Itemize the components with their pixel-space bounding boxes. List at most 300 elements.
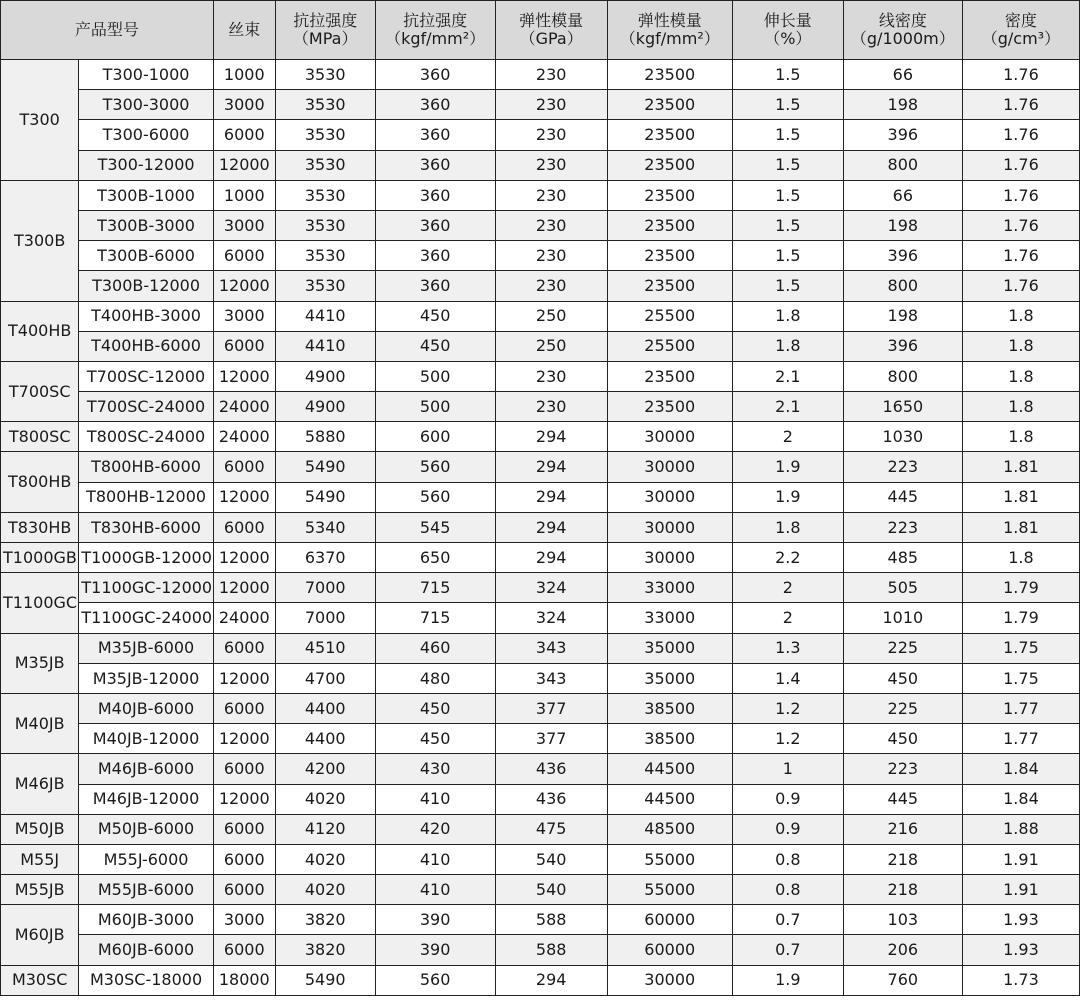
cell-tensile-mpa: 5490 xyxy=(275,452,375,482)
cell-density: 1.88 xyxy=(962,814,1079,844)
cell-tensile-mpa: 5340 xyxy=(275,512,375,542)
cell-density: 1.81 xyxy=(962,482,1079,512)
cell-tow: 6000 xyxy=(213,693,275,723)
cell-linear-density: 800 xyxy=(843,361,962,391)
cell-elongation: 0.7 xyxy=(732,935,843,965)
cell-tensile-kgf: 560 xyxy=(375,482,495,512)
cell-tow: 6000 xyxy=(213,452,275,482)
cell-tensile-kgf: 715 xyxy=(375,603,495,633)
cell-tensile-mpa: 3530 xyxy=(275,241,375,271)
cell-series: M55J xyxy=(1,844,79,874)
cell-modulus-kgf: 25500 xyxy=(607,301,732,331)
cell-tensile-mpa: 4400 xyxy=(275,724,375,754)
cell-density: 1.73 xyxy=(962,965,1079,995)
cell-density: 1.75 xyxy=(962,663,1079,693)
cell-modulus-kgf: 60000 xyxy=(607,935,732,965)
header-tensile-mpa: 抗拉强度 （MPa） xyxy=(275,1,375,60)
cell-tensile-kgf: 420 xyxy=(375,814,495,844)
cell-series: T800SC xyxy=(1,422,79,452)
cell-density: 1.84 xyxy=(962,754,1079,784)
cell-tow: 12000 xyxy=(213,150,275,180)
cell-modulus-gpa: 377 xyxy=(495,724,607,754)
cell-modulus-kgf: 23500 xyxy=(607,60,732,90)
cell-modulus-gpa: 230 xyxy=(495,180,607,210)
cell-tow: 18000 xyxy=(213,965,275,995)
cell-tensile-kgf: 360 xyxy=(375,60,495,90)
cell-density: 1.8 xyxy=(962,392,1079,422)
cell-modulus-gpa: 343 xyxy=(495,633,607,663)
cell-tensile-mpa: 4900 xyxy=(275,392,375,422)
cell-modulus-gpa: 230 xyxy=(495,271,607,301)
cell-modulus-kgf: 35000 xyxy=(607,663,732,693)
cell-modulus-gpa: 436 xyxy=(495,754,607,784)
cell-tensile-mpa: 4900 xyxy=(275,361,375,391)
cell-density: 1.8 xyxy=(962,361,1079,391)
cell-tow: 6000 xyxy=(213,241,275,271)
cell-modulus-kgf: 44500 xyxy=(607,784,732,814)
cell-series: T1100GC xyxy=(1,573,79,633)
cell-tow: 24000 xyxy=(213,422,275,452)
cell-tow: 3000 xyxy=(213,905,275,935)
cell-tensile-kgf: 360 xyxy=(375,210,495,240)
cell-modulus-gpa: 230 xyxy=(495,210,607,240)
cell-density: 1.76 xyxy=(962,241,1079,271)
cell-density: 1.81 xyxy=(962,512,1079,542)
cell-linear-density: 396 xyxy=(843,331,962,361)
cell-modulus-kgf: 23500 xyxy=(607,392,732,422)
table-row xyxy=(1,392,1080,422)
cell-density: 1.79 xyxy=(962,603,1079,633)
cell-modulus-gpa: 230 xyxy=(495,120,607,150)
cell-density: 1.8 xyxy=(962,543,1079,573)
cell-elongation: 2.2 xyxy=(732,543,843,573)
cell-model: M30SC-18000 xyxy=(79,965,213,995)
table-row xyxy=(1,844,1080,874)
cell-series: M40JB xyxy=(1,693,79,753)
cell-linear-density: 225 xyxy=(843,693,962,723)
cell-model: M46JB-6000 xyxy=(79,754,213,784)
cell-density: 1.77 xyxy=(962,693,1079,723)
cell-tow: 12000 xyxy=(213,663,275,693)
cell-elongation: 2 xyxy=(732,422,843,452)
cell-modulus-kgf: 55000 xyxy=(607,844,732,874)
cell-tensile-mpa: 3530 xyxy=(275,180,375,210)
cell-elongation: 2 xyxy=(732,603,843,633)
table-row xyxy=(1,965,1080,995)
cell-tensile-mpa: 5490 xyxy=(275,965,375,995)
cell-modulus-kgf: 35000 xyxy=(607,633,732,663)
cell-linear-density: 760 xyxy=(843,965,962,995)
cell-model: M35JB-6000 xyxy=(79,633,213,663)
cell-density: 1.76 xyxy=(962,180,1079,210)
cell-modulus-kgf: 33000 xyxy=(607,573,732,603)
cell-tensile-kgf: 480 xyxy=(375,663,495,693)
table-row xyxy=(1,422,1080,452)
cell-series: M46JB xyxy=(1,754,79,814)
cell-series: M50JB xyxy=(1,814,79,844)
cell-elongation: 2.1 xyxy=(732,392,843,422)
cell-elongation: 1 xyxy=(732,754,843,784)
cell-density: 1.81 xyxy=(962,452,1079,482)
cell-tensile-kgf: 450 xyxy=(375,301,495,331)
table-row xyxy=(1,90,1080,120)
cell-linear-density: 103 xyxy=(843,905,962,935)
cell-density: 1.76 xyxy=(962,90,1079,120)
cell-modulus-gpa: 294 xyxy=(495,543,607,573)
cell-tensile-kgf: 390 xyxy=(375,905,495,935)
cell-tow: 12000 xyxy=(213,724,275,754)
cell-linear-density: 800 xyxy=(843,150,962,180)
cell-series: T800HB xyxy=(1,452,79,512)
cell-model: T1100GC-12000 xyxy=(79,573,213,603)
cell-tensile-mpa: 7000 xyxy=(275,603,375,633)
cell-density: 1.93 xyxy=(962,905,1079,935)
cell-modulus-gpa: 230 xyxy=(495,361,607,391)
cell-tow: 6000 xyxy=(213,120,275,150)
cell-model: T300B-3000 xyxy=(79,210,213,240)
cell-series: M30SC xyxy=(1,965,79,995)
cell-series: T300B xyxy=(1,180,79,301)
cell-modulus-gpa: 343 xyxy=(495,663,607,693)
cell-modulus-kgf: 30000 xyxy=(607,452,732,482)
cell-tow: 24000 xyxy=(213,603,275,633)
cell-linear-density: 1650 xyxy=(843,392,962,422)
cell-elongation: 0.8 xyxy=(732,844,843,874)
header-model: 产品型号 xyxy=(1,1,214,60)
cell-elongation: 1.9 xyxy=(732,482,843,512)
cell-series: T300 xyxy=(1,60,79,181)
cell-model: T1000GB-12000 xyxy=(79,543,213,573)
cell-elongation: 1.9 xyxy=(732,965,843,995)
table-row xyxy=(1,573,1080,603)
cell-tensile-mpa: 3530 xyxy=(275,120,375,150)
table-row xyxy=(1,271,1080,301)
cell-linear-density: 218 xyxy=(843,875,962,905)
cell-modulus-kgf: 44500 xyxy=(607,754,732,784)
cell-tensile-mpa: 4120 xyxy=(275,814,375,844)
cell-elongation: 1.5 xyxy=(732,210,843,240)
cell-tow: 12000 xyxy=(213,361,275,391)
cell-density: 1.76 xyxy=(962,210,1079,240)
cell-tensile-kgf: 450 xyxy=(375,693,495,723)
cell-elongation: 1.5 xyxy=(732,180,843,210)
cell-tensile-mpa: 4510 xyxy=(275,633,375,663)
header-elongation: 伸长量 （%） xyxy=(732,1,843,60)
cell-series: M55JB xyxy=(1,875,79,905)
cell-modulus-kgf: 48500 xyxy=(607,814,732,844)
cell-elongation: 1.5 xyxy=(732,271,843,301)
cell-tensile-mpa: 4410 xyxy=(275,301,375,331)
table-header xyxy=(1,1,1080,60)
header-modulus-gpa: 弹性模量 （GPa） xyxy=(495,1,607,60)
table-row xyxy=(1,210,1080,240)
cell-tensile-kgf: 460 xyxy=(375,633,495,663)
cell-tensile-mpa: 6370 xyxy=(275,543,375,573)
cell-density: 1.93 xyxy=(962,935,1079,965)
cell-tensile-mpa: 4200 xyxy=(275,754,375,784)
cell-tensile-kgf: 360 xyxy=(375,271,495,301)
cell-linear-density: 216 xyxy=(843,814,962,844)
cell-density: 1.77 xyxy=(962,724,1079,754)
table-row xyxy=(1,814,1080,844)
cell-linear-density: 206 xyxy=(843,935,962,965)
cell-tensile-mpa: 4400 xyxy=(275,693,375,723)
cell-tow: 12000 xyxy=(213,784,275,814)
cell-linear-density: 66 xyxy=(843,180,962,210)
cell-tensile-mpa: 4020 xyxy=(275,784,375,814)
cell-series: M60JB xyxy=(1,905,79,965)
cell-model: M46JB-12000 xyxy=(79,784,213,814)
cell-model: T700SC-12000 xyxy=(79,361,213,391)
cell-density: 1.91 xyxy=(962,844,1079,874)
cell-density: 1.75 xyxy=(962,633,1079,663)
table-row xyxy=(1,452,1080,482)
cell-tensile-mpa: 7000 xyxy=(275,573,375,603)
cell-tensile-mpa: 3530 xyxy=(275,271,375,301)
cell-modulus-kgf: 30000 xyxy=(607,482,732,512)
cell-modulus-gpa: 436 xyxy=(495,784,607,814)
cell-linear-density: 396 xyxy=(843,241,962,271)
cell-linear-density: 505 xyxy=(843,573,962,603)
table-row xyxy=(1,512,1080,542)
cell-linear-density: 1010 xyxy=(843,603,962,633)
table-row xyxy=(1,150,1080,180)
cell-linear-density: 66 xyxy=(843,60,962,90)
table-row xyxy=(1,754,1080,784)
cell-modulus-gpa: 475 xyxy=(495,814,607,844)
cell-modulus-gpa: 588 xyxy=(495,935,607,965)
cell-tensile-mpa: 3530 xyxy=(275,60,375,90)
cell-tow: 6000 xyxy=(213,814,275,844)
cell-model: T400HB-6000 xyxy=(79,331,213,361)
cell-modulus-gpa: 250 xyxy=(495,331,607,361)
cell-model: T830HB-6000 xyxy=(79,512,213,542)
cell-modulus-kgf: 23500 xyxy=(607,120,732,150)
cell-tensile-kgf: 410 xyxy=(375,784,495,814)
cell-modulus-gpa: 294 xyxy=(495,452,607,482)
cell-modulus-kgf: 38500 xyxy=(607,693,732,723)
cell-elongation: 1.9 xyxy=(732,452,843,482)
cell-linear-density: 485 xyxy=(843,543,962,573)
cell-modulus-kgf: 30000 xyxy=(607,422,732,452)
cell-tensile-kgf: 715 xyxy=(375,573,495,603)
cell-elongation: 2 xyxy=(732,573,843,603)
table-body xyxy=(1,60,1080,996)
cell-tensile-kgf: 360 xyxy=(375,90,495,120)
cell-modulus-gpa: 540 xyxy=(495,844,607,874)
cell-modulus-kgf: 23500 xyxy=(607,241,732,271)
cell-linear-density: 223 xyxy=(843,754,962,784)
table-row xyxy=(1,724,1080,754)
cell-tow: 12000 xyxy=(213,573,275,603)
cell-model: T300B-6000 xyxy=(79,241,213,271)
cell-elongation: 0.9 xyxy=(732,784,843,814)
table-row xyxy=(1,905,1080,935)
cell-density: 1.8 xyxy=(962,422,1079,452)
table-row xyxy=(1,935,1080,965)
cell-model: M60JB-3000 xyxy=(79,905,213,935)
cell-modulus-gpa: 230 xyxy=(495,90,607,120)
cell-modulus-kgf: 55000 xyxy=(607,875,732,905)
cell-modulus-kgf: 23500 xyxy=(607,271,732,301)
cell-modulus-gpa: 588 xyxy=(495,905,607,935)
table-row xyxy=(1,482,1080,512)
header-linear-density: 线密度 （g/1000m） xyxy=(843,1,962,60)
cell-tensile-mpa: 3820 xyxy=(275,905,375,935)
cell-modulus-gpa: 294 xyxy=(495,512,607,542)
cell-tensile-mpa: 3530 xyxy=(275,90,375,120)
cell-elongation: 1.5 xyxy=(732,120,843,150)
cell-model: T800SC-24000 xyxy=(79,422,213,452)
cell-elongation: 1.5 xyxy=(732,60,843,90)
table-row xyxy=(1,241,1080,271)
cell-elongation: 0.9 xyxy=(732,814,843,844)
cell-model: T300B-12000 xyxy=(79,271,213,301)
table-row xyxy=(1,663,1080,693)
cell-modulus-gpa: 230 xyxy=(495,241,607,271)
cell-tensile-kgf: 450 xyxy=(375,724,495,754)
cell-model: M50JB-6000 xyxy=(79,814,213,844)
cell-model: M40JB-12000 xyxy=(79,724,213,754)
cell-tow: 24000 xyxy=(213,392,275,422)
cell-tow: 6000 xyxy=(213,512,275,542)
cell-elongation: 2.1 xyxy=(732,361,843,391)
cell-elongation: 1.8 xyxy=(732,301,843,331)
cell-density: 1.76 xyxy=(962,150,1079,180)
cell-tensile-mpa: 3530 xyxy=(275,210,375,240)
cell-density: 1.76 xyxy=(962,271,1079,301)
cell-series: T400HB xyxy=(1,301,79,361)
cell-series: T830HB xyxy=(1,512,79,542)
cell-tensile-mpa: 4700 xyxy=(275,663,375,693)
cell-tensile-kgf: 410 xyxy=(375,875,495,905)
cell-tow: 1000 xyxy=(213,60,275,90)
cell-modulus-kgf: 23500 xyxy=(607,150,732,180)
cell-model: T1100GC-24000 xyxy=(79,603,213,633)
cell-linear-density: 396 xyxy=(843,120,962,150)
cell-linear-density: 225 xyxy=(843,633,962,663)
header-tow: 丝束 xyxy=(213,1,275,60)
cell-model: T400HB-3000 xyxy=(79,301,213,331)
table-row xyxy=(1,693,1080,723)
cell-elongation: 1.3 xyxy=(732,633,843,663)
cell-tensile-kgf: 500 xyxy=(375,361,495,391)
cell-tensile-kgf: 430 xyxy=(375,754,495,784)
cell-tow: 6000 xyxy=(213,875,275,905)
cell-linear-density: 450 xyxy=(843,724,962,754)
cell-modulus-gpa: 294 xyxy=(495,965,607,995)
cell-density: 1.79 xyxy=(962,573,1079,603)
cell-tensile-kgf: 600 xyxy=(375,422,495,452)
cell-modulus-gpa: 377 xyxy=(495,693,607,723)
cell-modulus-gpa: 230 xyxy=(495,392,607,422)
cell-modulus-kgf: 23500 xyxy=(607,90,732,120)
table-row xyxy=(1,875,1080,905)
header-tensile-kgf: 抗拉强度 （kgf/mm²） xyxy=(375,1,495,60)
cell-tensile-kgf: 360 xyxy=(375,120,495,150)
cell-tensile-kgf: 450 xyxy=(375,331,495,361)
cell-elongation: 1.2 xyxy=(732,693,843,723)
cell-density: 1.76 xyxy=(962,120,1079,150)
cell-tensile-mpa: 5880 xyxy=(275,422,375,452)
cell-tensile-mpa: 5490 xyxy=(275,482,375,512)
cell-tensile-kgf: 560 xyxy=(375,965,495,995)
cell-linear-density: 445 xyxy=(843,784,962,814)
table-row xyxy=(1,633,1080,663)
cell-modulus-kgf: 30000 xyxy=(607,965,732,995)
cell-tow: 6000 xyxy=(213,331,275,361)
cell-tow: 12000 xyxy=(213,543,275,573)
cell-series: T700SC xyxy=(1,361,79,421)
cell-model: T300-1000 xyxy=(79,60,213,90)
cell-modulus-kgf: 60000 xyxy=(607,905,732,935)
cell-elongation: 1.8 xyxy=(732,512,843,542)
cell-modulus-kgf: 30000 xyxy=(607,512,732,542)
cell-tow: 1000 xyxy=(213,180,275,210)
cell-model: T300B-1000 xyxy=(79,180,213,210)
table-row xyxy=(1,603,1080,633)
cell-modulus-kgf: 38500 xyxy=(607,724,732,754)
cell-elongation: 1.5 xyxy=(732,90,843,120)
cell-linear-density: 198 xyxy=(843,301,962,331)
cell-model: T300-12000 xyxy=(79,150,213,180)
cell-model: T300-3000 xyxy=(79,90,213,120)
cell-model: M55J-6000 xyxy=(79,844,213,874)
cell-linear-density: 223 xyxy=(843,452,962,482)
cell-elongation: 1.5 xyxy=(732,241,843,271)
cell-linear-density: 198 xyxy=(843,90,962,120)
cell-density: 1.91 xyxy=(962,875,1079,905)
cell-tensile-mpa: 4020 xyxy=(275,875,375,905)
cell-linear-density: 445 xyxy=(843,482,962,512)
cell-modulus-kgf: 33000 xyxy=(607,603,732,633)
cell-tensile-kgf: 500 xyxy=(375,392,495,422)
cell-modulus-gpa: 324 xyxy=(495,573,607,603)
cell-tensile-mpa: 3530 xyxy=(275,150,375,180)
cell-linear-density: 218 xyxy=(843,844,962,874)
cell-tensile-kgf: 545 xyxy=(375,512,495,542)
cell-modulus-kgf: 23500 xyxy=(607,361,732,391)
cell-modulus-gpa: 230 xyxy=(495,150,607,180)
cell-tow: 6000 xyxy=(213,754,275,784)
cell-density: 1.8 xyxy=(962,301,1079,331)
cell-modulus-kgf: 25500 xyxy=(607,331,732,361)
cell-elongation: 1.4 xyxy=(732,663,843,693)
cell-model: M40JB-6000 xyxy=(79,693,213,723)
cell-model: M55JB-6000 xyxy=(79,875,213,905)
cell-density: 1.84 xyxy=(962,784,1079,814)
header-density: 密度 （g/cm³） xyxy=(962,1,1079,60)
table-row xyxy=(1,60,1080,90)
cell-tensile-kgf: 360 xyxy=(375,241,495,271)
cell-linear-density: 800 xyxy=(843,271,962,301)
cell-modulus-gpa: 324 xyxy=(495,603,607,633)
cell-elongation: 1.2 xyxy=(732,724,843,754)
cell-modulus-kgf: 30000 xyxy=(607,543,732,573)
table-row xyxy=(1,543,1080,573)
cell-tow: 6000 xyxy=(213,633,275,663)
cell-modulus-gpa: 294 xyxy=(495,422,607,452)
cell-tensile-kgf: 560 xyxy=(375,452,495,482)
cell-tensile-mpa: 4410 xyxy=(275,331,375,361)
cell-tensile-kgf: 410 xyxy=(375,844,495,874)
cell-modulus-gpa: 540 xyxy=(495,875,607,905)
cell-series: T1000GB xyxy=(1,543,79,573)
cell-linear-density: 1030 xyxy=(843,422,962,452)
cell-tow: 6000 xyxy=(213,935,275,965)
cell-linear-density: 450 xyxy=(843,663,962,693)
cell-linear-density: 198 xyxy=(843,210,962,240)
